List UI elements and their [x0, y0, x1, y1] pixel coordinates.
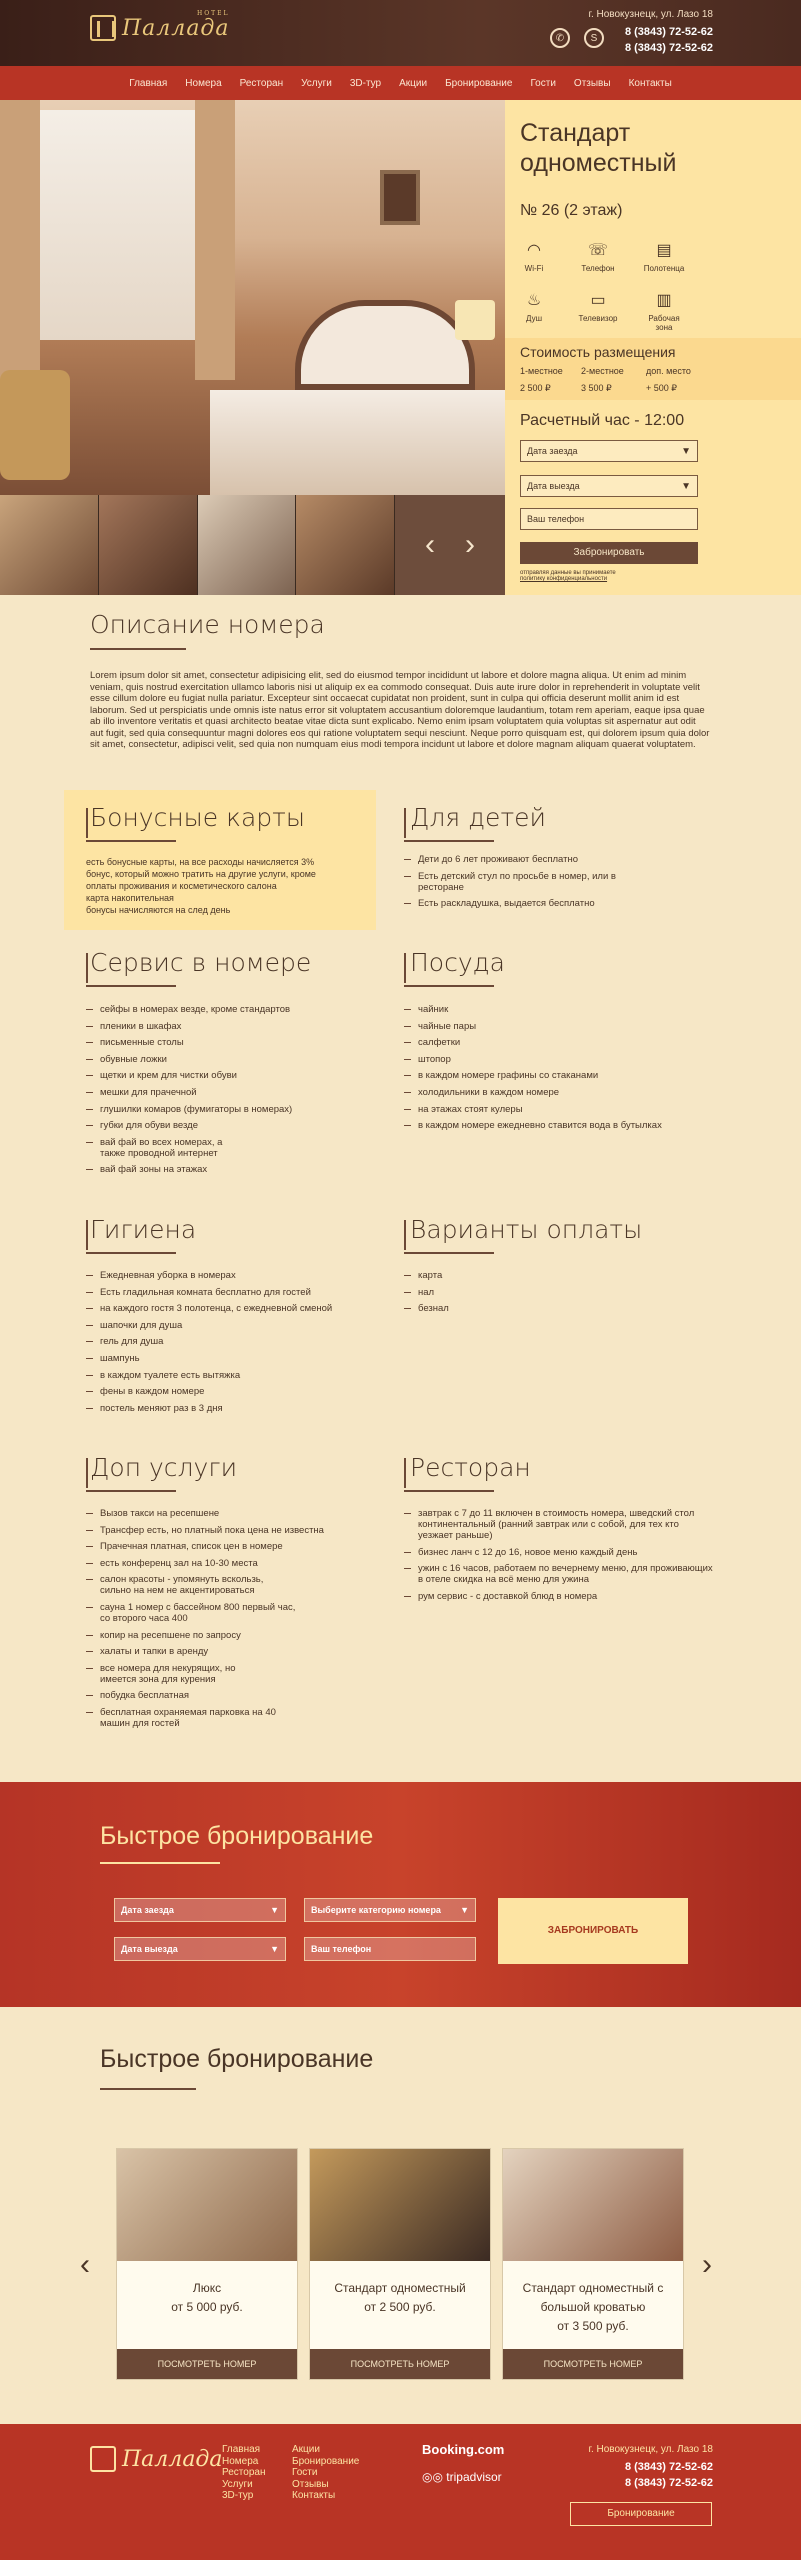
list-item: гель для душа — [86, 1336, 386, 1347]
payment-title: Варианты оплаты — [410, 1215, 643, 1244]
list-item: ужин с 16 часов, работаем по вечернему меню, для проживающих в отеле скидка на всё меню для ужина — [404, 1563, 714, 1585]
header-phone-1[interactable]: 8 (3843) 72-52-62 — [624, 26, 713, 38]
view-room-button[interactable]: ПОСМОТРЕТЬ НОМЕР — [310, 2349, 490, 2379]
dishes-bar — [404, 953, 406, 983]
list-item: салон красоты - упомянуть вскользь, сильно на нем не акцентироваться — [86, 1574, 286, 1596]
payment-underline — [404, 1252, 494, 1254]
cost-value-extra: + 500 ₽ — [646, 383, 677, 393]
amenity-shower: ♨ Душ — [510, 290, 558, 323]
kids-bar — [404, 808, 406, 838]
list-item: письменные столы — [86, 1037, 386, 1048]
dishes-list — [404, 1004, 714, 1137]
list-item: рум сервис - с доставкой блюд в номера — [404, 1591, 714, 1602]
nav-item-home[interactable]: Главная — [129, 77, 168, 89]
list-item: есть конференц зал на 10-30 места — [86, 1558, 336, 1569]
footer-phone-1[interactable]: 8 (3843) 72-52-62 — [624, 2461, 713, 2473]
skype-icon[interactable]: S — [584, 28, 604, 48]
dishes-title: Посуда — [410, 948, 505, 977]
departure-date-select[interactable]: Дата выезда ▼ — [520, 475, 698, 497]
nav-item-promotions[interactable]: Акции — [399, 77, 428, 89]
list-item: чайные пары — [404, 1021, 714, 1032]
nav-item-guests[interactable]: Гости — [530, 77, 556, 89]
footer-phone-2[interactable]: 8 (3843) 72-52-62 — [624, 2477, 713, 2489]
footer-booking-button[interactable]: Бронирование — [570, 2502, 712, 2526]
footer-link[interactable]: Главная — [222, 2444, 261, 2455]
list-item: копир на ресепшене по запросу — [86, 1630, 336, 1641]
restaurant-bar — [404, 1458, 406, 1488]
header-address: г. Новокузнецк, ул. Лазо 18 — [588, 9, 713, 20]
list-item: пленики в шкафах — [86, 1021, 386, 1032]
list-item: обувные ложки — [86, 1054, 386, 1065]
shower-icon: ♨ — [526, 292, 542, 309]
privacy-note: отправляя данные вы принимаете политику конфиденциальности — [520, 570, 700, 582]
footer-logo[interactable]: Паллада — [90, 2446, 223, 2472]
desk-icon: ▥ — [656, 292, 672, 309]
list-item: на этажах стоят кулеры — [404, 1104, 714, 1115]
footer-link[interactable]: Номера — [222, 2455, 259, 2467]
checkout-time: Расчетный час - 12:00 — [520, 412, 685, 429]
amenity-wifi: ◠ Wi-Fi — [510, 240, 558, 273]
restaurant-underline — [404, 1490, 494, 1492]
phone-input[interactable]: Ваш телефон — [520, 508, 698, 530]
list-item: глушилки комаров (фумигаторы в номерах) — [86, 1104, 386, 1115]
quick-phone-input[interactable]: Ваш телефон — [304, 1937, 476, 1961]
service-underline — [86, 985, 176, 987]
hygiene-bar — [86, 1220, 88, 1250]
nav-item-contacts[interactable]: Контакты — [628, 77, 672, 89]
room-card-standard — [309, 2148, 491, 2380]
footer-link[interactable]: Акции — [292, 2444, 320, 2455]
hygiene-title: Гигиена — [90, 1215, 197, 1244]
arrival-date-select[interactable]: Дата заезда ▼ — [520, 440, 698, 462]
extra-title: Доп услуги — [90, 1453, 238, 1482]
room-title: Стандарт одноместный — [520, 119, 677, 177]
list-item: сейфы в номерах везде, кроме стандартов — [86, 1004, 386, 1015]
bonus-underline — [86, 840, 176, 842]
list-item: безнал — [404, 1303, 604, 1314]
list-item: на каждого гостя 3 полотенца, с ежедневной сменой — [86, 1303, 386, 1314]
bonus-text: есть бонусные карты, на все расходы начисляется 3% бонус, который можно тратить на другие услуги, кроме оплаты проживания и косметического салона карта накопительная бонусы начисляются на след день — [86, 857, 316, 915]
quick-category-select[interactable]: Выберите категорию номера ▼ — [304, 1898, 476, 1922]
amenity-desk: ▥ Рабочая зона — [640, 290, 688, 332]
caret-down-icon: ▼ — [270, 1944, 279, 1954]
quick-arrival-select[interactable]: Дата заезда ▼ — [114, 1898, 286, 1922]
footer-col-1 — [222, 2444, 265, 2502]
room-number: № 26 (2 этаж) — [520, 202, 623, 219]
caret-down-icon: ▼ — [460, 1905, 469, 1915]
amenity-tv: ▭ Телевизор — [574, 290, 622, 323]
list-item: фены в каждом номере — [86, 1386, 386, 1397]
quick-booking-underline — [100, 1862, 220, 1864]
footer-link[interactable]: Гости — [292, 2467, 318, 2478]
quick-book-button[interactable]: ЗАБРОНИРОВАТЬ — [498, 1898, 688, 1964]
quick-departure-select[interactable]: Дата выезда ▼ — [114, 1937, 286, 1961]
cost-label-single: 1-местное — [520, 366, 563, 376]
footer-col-2 — [292, 2444, 359, 2502]
extra-list — [86, 1508, 336, 1735]
nav-item-reviews[interactable]: Отзывы — [573, 77, 611, 89]
footer-link[interactable]: Отзывы — [292, 2478, 329, 2490]
room-card-price: от 3 500 руб. — [557, 2319, 629, 2333]
list-item: бизнес ланч с 12 до 16, новое меню каждый день — [404, 1547, 714, 1558]
list-item: карта — [404, 1270, 604, 1281]
list-item: вай фай зоны на этажах — [86, 1164, 386, 1175]
list-item: в каждом номере ежедневно ставится вода в бутылках — [404, 1120, 714, 1131]
quick-booking-title: Быстрое бронирование — [100, 1822, 374, 1850]
dishes-underline — [404, 985, 494, 987]
thumbnail-strip — [0, 495, 395, 595]
room-card-price: от 2 500 руб. — [364, 2300, 436, 2314]
room-card-lux — [116, 2148, 298, 2380]
chevron-right-icon[interactable]: › — [465, 528, 475, 561]
list-item: холодильники в каждом номере — [404, 1087, 714, 1098]
hotel-logo[interactable] — [90, 9, 230, 44]
extra-underline — [86, 1490, 176, 1492]
list-item: мешки для прачечной — [86, 1087, 386, 1098]
list-item: Есть гладильная комната бесплатно для гостей — [86, 1287, 386, 1298]
nav-item-booking[interactable]: Бронирование — [445, 77, 513, 89]
tv-icon: ▭ — [590, 292, 606, 309]
restaurant-list — [404, 1508, 714, 1607]
list-item: вай фай во всех номерах, а также проводной интернет — [86, 1137, 236, 1159]
room-card-image[interactable] — [503, 2149, 683, 2261]
description-text: Lorem ipsum dolor sit amet, consectetur adipisicing elit, sed do eiusmod tempor incididunt ut labore et dolore magna aliqua. Ut enim ad minim veniam, quis nostrud exercitation ullamco laboris nisi ut aliquip ex ea commodo consequat. Duis aute irure dolor in reprehenderit in voluptate velit esse cillum dolore eu fugiat nulla pariatur. Excepteur sint occaecat cupidatat non proident, sunt in culpa qui officia deserunt mollit anim id est laborum. Sed ut perspiciatis unde omnis iste natus error sit voluptatem accusantium doloremque laudantium, totam rem aperiam, eaque ipsa quae ab illo inventore veritatis et quasi architecto beatae vitae dicta sunt explicabo. Nemo enim ipsam voluptatem quia voluptas sit aspernatur aut odit aut fugit, sed quia consequuntur magni dolores eos qui ratione voluptatem sequi nesciunt. Neque porro quisquam est, qui dolorem ipsum quia dolor sit amet, consectetur, adipisci velit, sed quia non numquam eius modi tempora incidunt ut labore et dolore magnam aliquam quaerat voluptatem. — [90, 670, 710, 750]
nav-item-restaurant[interactable]: Ресторан — [239, 77, 284, 89]
caret-down-icon: ▼ — [681, 481, 691, 492]
list-item: в каждом номере графины со стаканами — [404, 1070, 714, 1081]
list-item: чайник — [404, 1004, 714, 1015]
cost-value-single: 2 500 ₽ — [520, 383, 551, 393]
list-item: губки для обуви везде — [86, 1120, 386, 1131]
thumbnail-4[interactable] — [296, 495, 395, 595]
quick-booking-section — [0, 1782, 801, 2007]
header-phone-2[interactable]: 8 (3843) 72-52-62 — [624, 42, 713, 54]
room-card-image[interactable] — [310, 2149, 490, 2261]
restaurant-title: Ресторан — [410, 1453, 531, 1482]
booking-logo[interactable]: Booking.com — [422, 2442, 505, 2457]
bonus-title: Бонусные карты — [90, 803, 306, 832]
chevron-left-icon[interactable]: ‹ — [425, 528, 435, 561]
view-room-button[interactable]: ПОСМОТРЕТЬ НОМЕР — [117, 2349, 297, 2379]
room-card-image[interactable] — [117, 2149, 297, 2261]
towels-icon: ▤ — [656, 242, 672, 259]
description-title: Описание номера — [90, 610, 325, 639]
bonus-bar — [86, 808, 88, 838]
footer-address: г. Новокузнецк, ул. Лазо 18 — [588, 2444, 713, 2455]
extra-bar — [86, 1458, 88, 1488]
list-item: штопор — [404, 1054, 714, 1065]
list-item: Дети до 6 лет проживают бесплатно — [404, 854, 624, 865]
nav-item-rooms[interactable]: Номера — [185, 77, 222, 89]
logo-text: Паллада HOTEL — [122, 9, 230, 41]
owl-icon: ◎◎ — [422, 2470, 443, 2484]
service-bar — [86, 953, 88, 983]
list-item: Есть детский стул по просьбе в номер, или в ресторане — [404, 871, 624, 893]
list-item: шапочки для душа — [86, 1320, 386, 1331]
room-card-standard-big-bed — [502, 2148, 684, 2380]
logo-mark-icon — [90, 2446, 116, 2472]
tripadvisor-logo[interactable]: ◎◎ tripadvisor — [422, 2470, 502, 2484]
list-item: шампунь — [86, 1353, 386, 1364]
service-title: Сервис в номере — [90, 948, 312, 977]
room-card-name: Стандарт одноместный — [334, 2281, 466, 2295]
description-underline — [90, 648, 186, 650]
thumbnail-3[interactable] — [198, 495, 297, 595]
hygiene-underline — [86, 1252, 176, 1254]
cost-title: Стоимость размещения — [520, 344, 676, 360]
view-room-button[interactable]: ПОСМОТРЕТЬ НОМЕР — [503, 2349, 683, 2379]
list-item: халаты и тапки в аренду — [86, 1646, 336, 1657]
hygiene-list — [86, 1270, 386, 1419]
list-item: бесплатная охраняемая парковка на 40 машин для гостей — [86, 1707, 286, 1729]
rooms-carousel-title: Быстрое бронирование — [100, 2045, 374, 2073]
room-photo — [0, 100, 505, 495]
payment-list — [404, 1270, 604, 1320]
amenity-phone: ☏ Телефон — [574, 240, 622, 273]
main-nav — [0, 66, 801, 100]
room-card-price: от 5 000 руб. — [171, 2300, 243, 2314]
list-item: Есть раскладушка, выдается бесплатно — [404, 898, 624, 909]
caret-down-icon: ▼ — [681, 446, 691, 457]
kids-underline — [404, 840, 494, 842]
service-list — [86, 1004, 386, 1181]
footer-link[interactable]: 3D-тур — [222, 2490, 254, 2501]
footer-link[interactable]: Ресторан — [222, 2467, 266, 2478]
list-item: побудка бесплатная — [86, 1690, 336, 1701]
amenity-towels: ▤ Полотенца — [640, 240, 688, 273]
list-item: Вызов такси на ресепшене — [86, 1508, 336, 1519]
cost-label-extra: доп. место — [646, 366, 691, 376]
list-item: все номера для некурящих, но имеется зона для курения — [86, 1663, 256, 1685]
list-item: сауна 1 номер с бассейном 800 первый час, со второго часа 400 — [86, 1602, 306, 1624]
phone-icon: ☏ — [587, 242, 608, 259]
list-item: нал — [404, 1287, 604, 1298]
whatsapp-icon[interactable]: ✆ — [550, 28, 570, 48]
carousel-next-icon[interactable]: › — [702, 2248, 712, 2281]
list-item: салфетки — [404, 1037, 714, 1048]
list-item: постель меняют раз в 3 дня — [86, 1403, 386, 1414]
kids-list — [404, 854, 624, 915]
payment-bar — [404, 1220, 406, 1250]
list-item: щетки и крем для чистки обуви — [86, 1070, 386, 1081]
list-item: завтрак с 7 до 11 включен в стоимость номера, шведский стол континентальный (ранний завтрак или с собой, для тех кто уезжает раньше) — [404, 1508, 714, 1541]
rooms-carousel-underline — [100, 2088, 196, 2090]
wifi-icon: ◠ — [527, 242, 541, 259]
list-item: в каждом туалете есть вытяжка — [86, 1370, 386, 1381]
footer-link[interactable]: Контакты — [292, 2490, 336, 2501]
cost-value-double: 3 500 ₽ — [581, 383, 612, 393]
carousel-prev-icon[interactable]: ‹ — [80, 2248, 90, 2281]
room-card-name: Стандарт одноместный с большой кроватью — [522, 2281, 664, 2314]
caret-down-icon: ▼ — [270, 1905, 279, 1915]
room-card-name: Люкс — [192, 2281, 222, 2295]
list-item: Прачечная платная, список цен в номере — [86, 1541, 336, 1552]
privacy-policy-link[interactable]: политику конфиденциальности — [520, 576, 608, 582]
thumbnail-2[interactable] — [99, 495, 198, 595]
nav-item-services[interactable]: Услуги — [301, 77, 332, 89]
cost-label-double: 2-местное — [581, 366, 624, 376]
footer-link[interactable]: Бронирование — [292, 2455, 360, 2467]
book-button[interactable]: Забронировать — [520, 542, 698, 564]
list-item: Трансфер есть, но платный пока цена не известна — [86, 1525, 336, 1536]
logo-mark-icon — [90, 15, 116, 41]
list-item: Ежедневная уборка в номерах — [86, 1270, 386, 1281]
thumbnail-nav — [395, 495, 505, 595]
kids-title: Для детей — [410, 803, 547, 832]
nav-item-3d-tour[interactable]: 3D-тур — [349, 77, 382, 89]
footer-link[interactable]: Услуги — [222, 2478, 253, 2490]
thumbnail-1[interactable] — [0, 495, 99, 595]
